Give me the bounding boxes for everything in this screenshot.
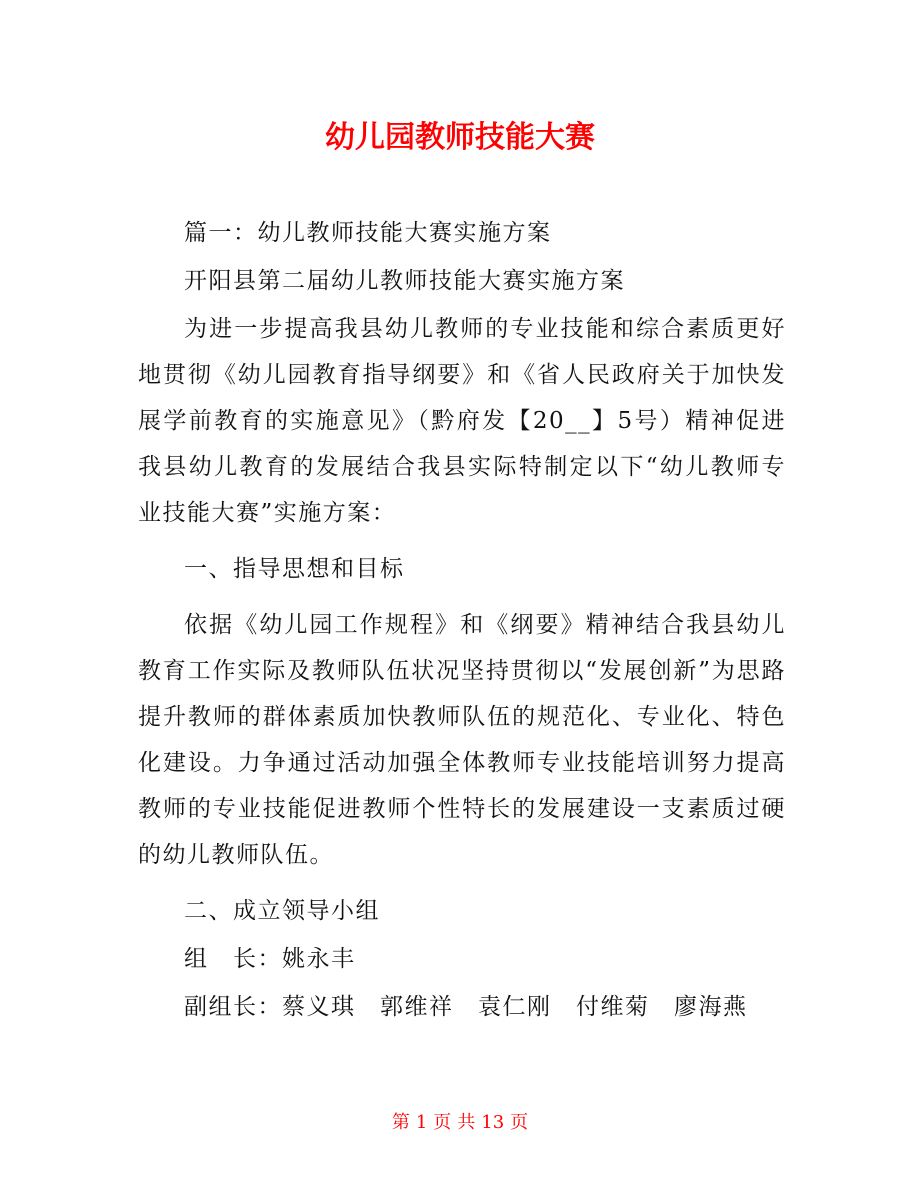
group-leader-line: 组 长：姚永丰 [184,946,356,972]
section-heading-guiding-ideas: 一、指导思想和目标 [184,556,405,582]
footer-page-suffix: 页 [510,1112,529,1133]
footer-total-prefix: 共 [457,1112,476,1133]
intro-paragraph: 为进一步提高我县幼儿教师的专业技能和综合素质更好地贯彻《幼儿园教育指导纲要》和《省人民政府关于加快发展学前教育的实施意见》（黔府发【20__】5号）精神促进我县幼儿教育的发展结合我县实际特制定以下“幼儿教师专业技能大赛”实施方案： [138,316,786,526]
footer-page-total: 13 [481,1112,505,1133]
section-heading-leadership-group: 二、成立领导小组 [184,898,380,924]
footer-page-mid: 页 [433,1112,452,1133]
section-heading-part1: 篇一：幼儿教师技能大赛实施方案 [184,220,552,246]
guiding-ideas-paragraph: 依据《幼儿园工作规程》和《纲要》精神结合我县幼儿教育工作实际及教师队伍状况坚持贯彻以“发展创新”为思路提升教师的群体素质加快教师队伍的规范化、专业化、特色化建设。力争通过活动加强全体教师专业技能培训努力提高教师的专业技能促进教师个性特长的发展建设一支素质过硬的幼儿教师队伍。 [138,612,786,868]
page-number-footer [0,1108,920,1138]
footer-page-current: 1 [415,1112,428,1133]
document-title: 幼儿园教师技能大赛 [325,120,595,155]
plan-subtitle: 开阳县第二届幼儿教师技能大赛实施方案 [184,268,625,294]
deputy-leaders-line: 副组长：蔡义琪 郭维祥 袁仁刚 付维菊 廖海燕 [184,994,748,1020]
document-body [138,210,786,1030]
footer-page-prefix: 第 [391,1112,410,1133]
